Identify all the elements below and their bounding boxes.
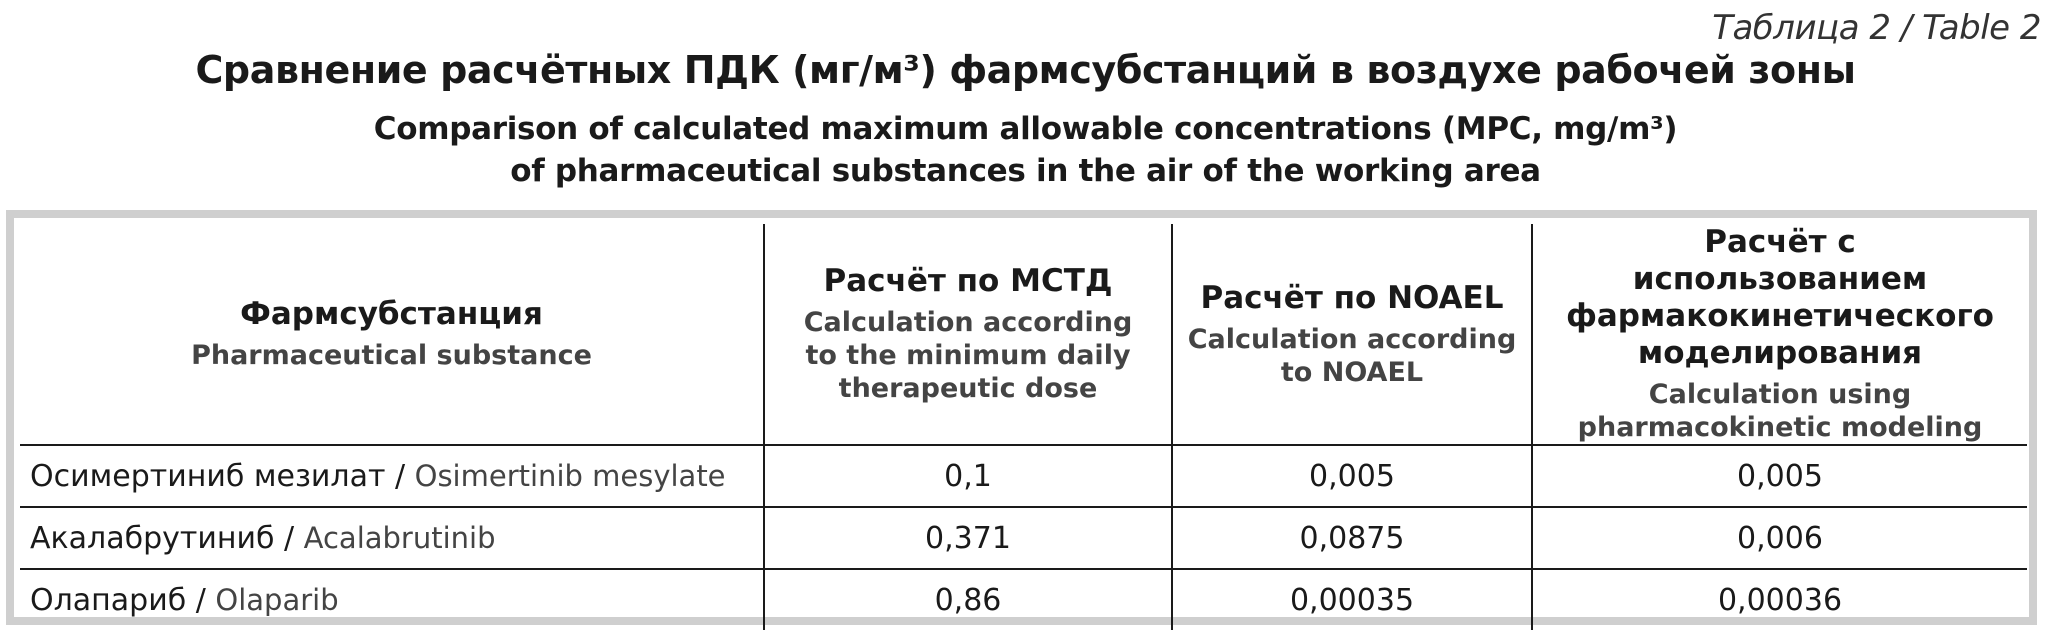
table-header-row — [20, 224, 2027, 445]
header-substance — [20, 224, 764, 445]
title-russian: Сравнение расчётных ПДК (мг/м³) фармсубстанций в воздухе рабочей зоны — [195, 48, 1856, 92]
table-row — [20, 445, 2027, 507]
header-noael-en: Calculation according to NOAEL — [1187, 323, 1517, 388]
title-english — [0, 108, 2051, 192]
header-mstd — [764, 224, 1172, 445]
substance-en: Olaparib — [215, 582, 339, 617]
header-substance-ru: Фармсубстанция — [240, 296, 543, 332]
comparison-table — [20, 224, 2027, 630]
cell-substance — [20, 507, 764, 569]
substance-en: Osimertinib mesylate — [414, 458, 726, 493]
header-noael — [1172, 224, 1532, 445]
header-mstd-ru: Расчёт по МСТД — [823, 263, 1113, 299]
substance-ru: Олапариб — [30, 582, 187, 618]
table-row — [20, 569, 2027, 630]
cell-pk: 0,005 — [1532, 445, 2027, 507]
cell-noael: 0,0875 — [1172, 507, 1532, 569]
header-substance-en: Pharmaceutical substance — [191, 340, 592, 371]
header-pk-modeling — [1532, 224, 2027, 445]
cell-mstd: 0,371 — [764, 507, 1172, 569]
header-noael-ru: Расчёт по NOAEL — [1200, 279, 1504, 316]
table-row — [20, 507, 2027, 569]
cell-mstd: 0,1 — [764, 445, 1172, 507]
cell-mstd: 0,86 — [764, 569, 1172, 630]
substance-ru: Осимертиниб мезилат — [30, 458, 386, 494]
substance-separator: / — [274, 520, 304, 556]
cell-substance — [20, 569, 764, 630]
substance-separator: / — [186, 582, 216, 618]
cell-noael: 0,00035 — [1172, 569, 1532, 630]
substance-en: Acalabrutinib — [303, 520, 496, 555]
header-pk-ru: Расчёт с использованием фармакокинетического моделирования — [1566, 224, 1994, 371]
substance-ru: Акалабрутиниб — [30, 520, 275, 556]
cell-noael: 0,005 — [1172, 445, 1532, 507]
substance-separator: / — [385, 458, 415, 494]
table-number-label: Таблица 2 / Table 2 — [1712, 8, 2041, 48]
title-english-line-2: of pharmaceutical substances in the air of the working area — [510, 153, 1541, 189]
cell-pk: 0,006 — [1532, 507, 2027, 569]
title-english-line-1: Comparison of calculated maximum allowable concentrations (MPC, mg/m³) — [373, 111, 1678, 147]
cell-substance — [20, 445, 764, 507]
table-frame — [6, 210, 2037, 625]
header-mstd-en: Calculation according to the minimum daily therapeutic dose — [803, 307, 1133, 404]
header-pk-en: Calculation using pharmacokinetic modeling — [1577, 379, 1983, 443]
cell-pk: 0,00036 — [1532, 569, 2027, 630]
